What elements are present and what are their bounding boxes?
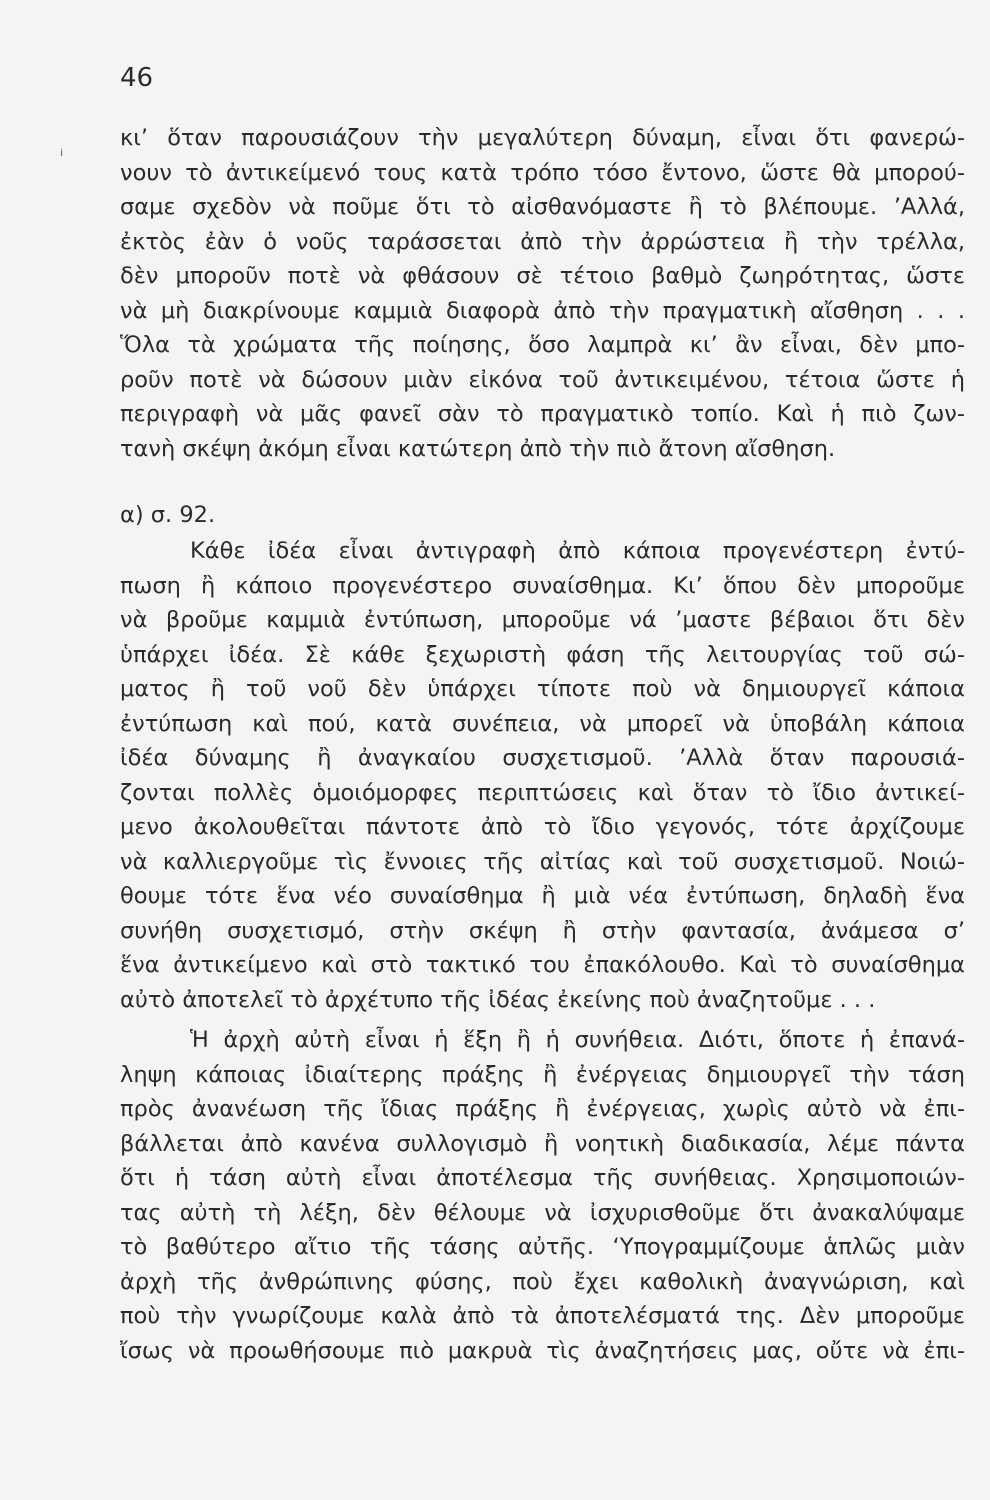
text-line: Ὅλα τὰ χρώματα τῆς ποίησης, ὅσο λαμπρὰ κι’ ἂν εἶναι, δὲν μπο-: [120, 332, 965, 358]
text-line: θουμε τότε ἕνα νέο συναίσθημα ἢ μιὰ νέα ἐντύπωση, δηλαδὴ ἕνα: [120, 883, 965, 909]
text-line: νὰ βροῦμε καμμιὰ ἐντύπωση, μποροῦμε νά ’μαστε βέβαιοι ὅτι δὲν: [120, 607, 965, 633]
text-line: τὸ βαθύτερο αἴτιο τῆς τάσης αὐτῆς. ‘Υπογραμμίζουμε ἁπλῶς μιὰν: [120, 1234, 965, 1260]
text-line: ὅτι ἡ τάση αὐτὴ εἶναι ἀποτέλεσμα τῆς συνήθειας. Χρησιμοποιών-: [120, 1165, 965, 1191]
text-line: ἕνα ἀντικείμενο καὶ στὸ τακτικό του ἐπακόλουθο. Καὶ τὸ συναίσθημα: [120, 952, 965, 978]
text-line: ποὺ τὴν γνωρίζουμε καλὰ ἀπὸ τὰ ἀποτελέσματά της. Δὲν μποροῦμε: [120, 1303, 965, 1329]
text-line: συνήθη συσχετισμό, στὴν σκέψη ἢ στὴν φαντασία, ἀνάμεσα σ’: [120, 917, 965, 944]
text-line: Ἡ ἀρχὴ αὐτὴ εἶναι ἡ ἕξη ἢ ἡ συνήθεια. Διότι, ὅποτε ἡ ἐπανά-: [190, 1027, 965, 1053]
text-line: νὰ καλλιεργοῦμε τὶς ἔννοιες τῆς αἰτίας καὶ τοῦ συσχετισμοῦ. Νοιώ-: [120, 848, 965, 875]
text-line: νὰ μὴ διακρίνουμε καμμιὰ διαφορὰ ἀπὸ τὴν πραγματικὴ αἴσθηση . . .: [120, 297, 965, 324]
text-line: δὲν μποροῦν ποτὲ νὰ φθάσουν σὲ τέτοιο βαθμὸ ζωηρότητας, ὥστε: [120, 263, 965, 289]
text-line: πρὸς ἀνανέωση τῆς ἴδιας πράξης ἢ ἐνέργειας, χωρὶς αὐτὸ νὰ ἐπι-: [120, 1096, 965, 1122]
text-line: ἐκτὸς ἐὰν ὁ νοῦς ταράσσεται ἀπὸ τὴν ἀρρώστεια ἢ τὴν τρέλλα,: [120, 228, 965, 255]
paragraph-1: [120, 121, 965, 466]
text-line: ληψη κάποιας ἰδιαίτερης πράξης ἢ ἐνέργειας δημιουργεῖ τὴν τάση: [120, 1061, 965, 1088]
text-line: βάλλεται ἀπὸ κανένα συλλογισμὸ ἢ νοητικὴ διαδικασία, λέμε πάντα: [120, 1130, 965, 1157]
text-line: ἀρχὴ τῆς ἀνθρώπινης φύσης, ποὺ ἔχει καθολικὴ ἀναγνώριση, καὶ: [120, 1268, 965, 1295]
text-line: περιγραφὴ νὰ μᾶς φανεῖ σὰν τὸ πραγματικὸ τοπίο. Καὶ ἡ πιὸ ζων-: [120, 401, 965, 427]
text-line: ὑπάρχει ἰδέα. Σὲ κάθε ξεχωριστὴ φάση τῆς λειτουργίας τοῦ σώ-: [120, 641, 965, 668]
text-line: ροῦν ποτὲ νὰ δώσουν μιὰν εἰκόνα τοῦ ἀντικειμένου, τέτοια ὥστε ἡ: [120, 366, 965, 393]
text-line: ζονται πολλὲς ὁμοιόμορφες περιπτώσεις καὶ ὅταν τὸ ἴδιο ἀντικεί-: [120, 779, 965, 806]
text-line: Κάθε ἰδέα εἶναι ἀντιγραφὴ ἀπὸ κάποια προγενέστερη ἐντύ-: [190, 538, 965, 564]
text-line: σαμε σχεδὸν νὰ ποῦμε ὅτι τὸ αἰσθανόμαστε ἢ τὸ βλέπουμε. ’Αλλά,: [120, 194, 965, 220]
text-line: αὐτὸ ἀποτελεῖ τὸ ἀρχέτυπο τῆς ἰδέας ἐκείνης ποὺ ἀναζητοῦμε . . .: [120, 986, 876, 1013]
paragraph-2: [120, 534, 965, 1017]
text-line: μενο ἀκολουθεῖται πάντοτε ἀπὸ τὸ ἴδιο γεγονός, τότε ἀρχίζουμε: [120, 814, 965, 840]
text-line: ματος ἢ τοῦ νοῦ δὲν ὑπάρχει τίποτε ποὺ νὰ δημιουργεῖ κάποια: [120, 676, 965, 702]
text-line: ἰδέα δύναμης ἢ ἀναγκαίου συσχετισμοῦ. ’Αλλὰ ὅταν παρουσιά-: [120, 745, 965, 771]
reference-label: α) σ. 92.: [120, 502, 216, 528]
text-line: ἴσως νὰ προωθήσουμε πιὸ μακρυὰ τὶς ἀναζητήσεις μας, οὔτε νὰ ἐπι-: [120, 1337, 965, 1364]
text-line: τας αὐτὴ τὴ λέξη, δὲν θέλουμε νὰ ἰσχυρισθοῦμε ὅτι ἀνακαλύψαμε: [120, 1199, 965, 1226]
text-line: ἐντύπωση καὶ πού, κατὰ συνέπεια, νὰ μπορεῖ νὰ ὑποβάλη κάποια: [120, 710, 965, 737]
text-line: τανὴ σκέψη ἀκόμη εἶναι κατώτερη ἀπὸ τὴν πιὸ ἄτονη αἴσθηση.: [120, 435, 836, 462]
text-line: κι’ ὅταν παρουσιάζουν τὴν μεγαλύτερη δύναμη, εἶναι ὅτι φανερώ-: [120, 125, 965, 151]
text-line: νουν τὸ ἀντικείμενό τους κατὰ τρόπο τόσο ἔντονο, ὥστε θὰ μπορού-: [120, 159, 965, 186]
paragraph-3: [120, 1023, 965, 1368]
page-number: 46: [120, 63, 154, 93]
margin-mark: ᵢ: [60, 140, 64, 161]
text-line: πωση ἢ κάποιο προγενέστερο συναίσθημα. Κι’ ὅπου δὲν μποροῦμε: [120, 572, 965, 599]
